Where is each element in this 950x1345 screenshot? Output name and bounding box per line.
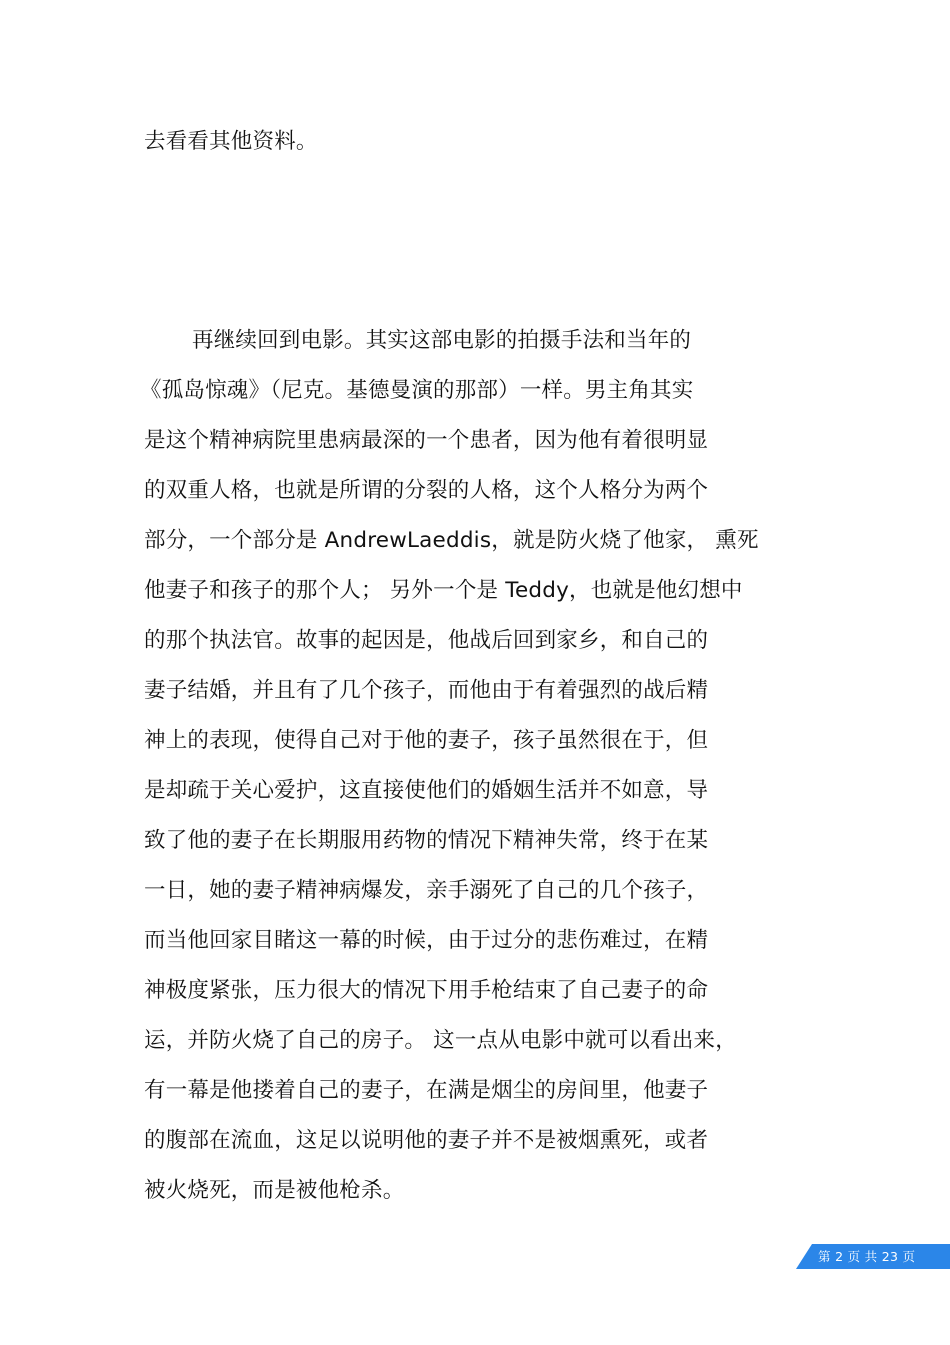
text-line: 运，并防火烧了自己的房子。 这一点从电影中就可以看出来， [144,1028,737,1053]
page-number-label: 第 2 页 共 23 页 [818,1249,916,1264]
text-line: 有一幕是他搂着自己的妻子，在满是烟尘的房间里，他妻子 [144,1078,709,1103]
text-line: 是却疏于关心爱护，这直接使他们的婚姻生活并不如意，导 [144,778,709,803]
text-line: 《孤岛惊魂》（尼克。基德曼演的那部）一样。男主角其实 [140,378,694,403]
text-line: 是这个精神病院里患病最深的一个患者，因为他有着很明显 [144,428,709,453]
text-line: 而当他回家目睹这一幕的时候，由于过分的悲伤难过，在精 [144,928,709,953]
text-line: 致了他的妻子在长期服用药物的情况下精神失常，终于在某 [144,828,709,853]
text-line: 去看看其他资料。 [144,129,318,154]
text-line: 的双重人格，也就是所谓的分裂的人格，这个人格分为两个 [144,478,709,503]
text-line: 的腹部在流血，这足以说明他的妻子并不是被烟熏死，或者 [144,1128,709,1153]
text-line: 的那个执法官。故事的起因是，他战后回到家乡，和自己的 [144,628,709,653]
text-line: 妻子结婚，并且有了几个孩子，而他由于有着强烈的战后精 [144,678,709,703]
text-line: 他妻子和孩子的那个人； 另外一个是 Teddy，也就是他幻想中 [144,578,743,603]
text-line: 一日，她的妻子精神病爆发，亲手溺死了自己的几个孩子， [144,878,709,903]
page-number-footer [796,1244,950,1269]
text-line: 神上的表现，使得自己对于他的妻子，孩子虽然很在于，但 [144,728,709,753]
paragraph-first-line: 再继续回到电影。其实这部电影的拍摄手法和当年的 [192,328,692,353]
text-line: 被火烧死，而是被他枪杀。 [144,1178,405,1203]
text-line: 神极度紧张，压力很大的情况下用手枪结束了自己妻子的命 [144,978,709,1003]
text-line: 部分，一个部分是 AndrewLaeddis，就是防火烧了他家， 熏死 [144,528,759,553]
